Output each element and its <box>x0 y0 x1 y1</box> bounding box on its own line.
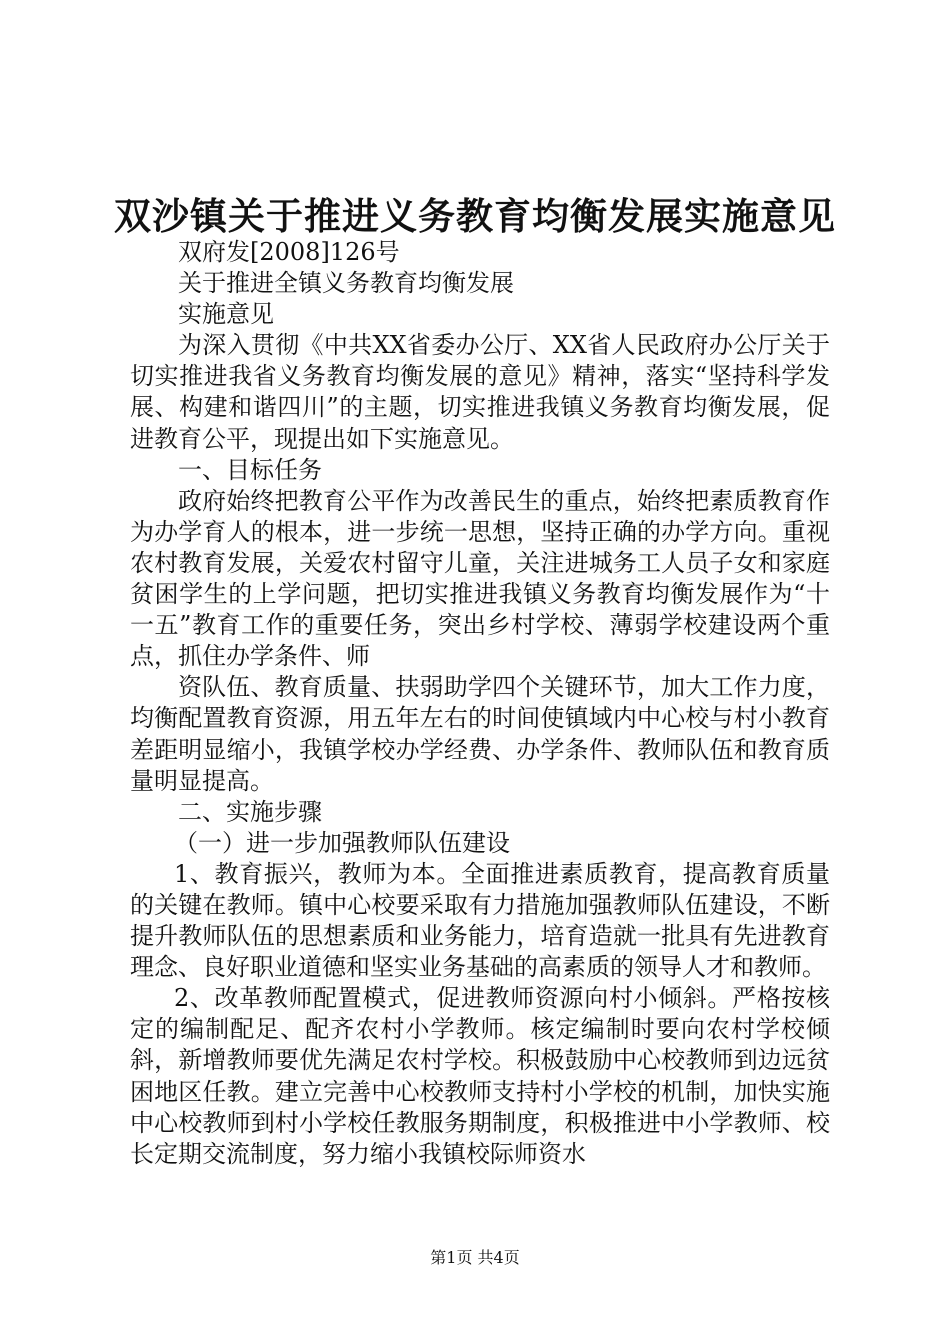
document-number: 双府发[2008]126号 <box>178 238 400 266</box>
document-body <box>130 237 830 1170</box>
item-paragraph-1: 1、教育振兴，教师为本。全面推进素质教育，提高教育质量的关键在教师。镇中心校要采取有力措施加强教师队伍建设，不断提升教师队伍的思想素质和业务能力，培育造就一批具有先进教育理念、良好职业道德和坚实业务基础的高素质的领导人才和教师。 <box>130 859 830 982</box>
section-heading-steps: 二、实施步骤 <box>178 797 322 826</box>
subsection-heading-teachers: （一）进一步加强教师队伍建设 <box>174 828 510 857</box>
section-heading-goals: 一、目标任务 <box>178 455 322 484</box>
subtitle-line-1: 关于推进全镇义务教育均衡发展 <box>178 269 514 298</box>
intro-paragraph: 为深入贯彻《中共XX省委办公厅、XX省人民政府办公厅关于切实推进我省义务教育均衡发展的意见》精神，落实“坚持科学发展、构建和谐四川”的主题，切实推进我镇义务教育均衡发展，促进教育公平，现提出如下实施意见。 <box>130 331 830 453</box>
document-title: 双沙镇关于推进义务教育均衡发展实施意见 <box>114 194 836 238</box>
subtitle-line-2: 实施意见 <box>178 300 274 329</box>
page-footer: 第1页 共4页 <box>430 1248 520 1267</box>
goals-paragraph-1: 政府始终把教育公平作为改善民生的重点，始终把素质教育作为办学育人的根本，进一步统一思想，坚持正确的办学方向。重视农村教育发展，关爱农村留守儿童，关注进城务工人员子女和家庭贫困学生的上学问题，把切实推进我镇义务教育均衡发展作为“十一五”教育工作的重要任务，突出乡村学校、薄弱学校建设两个重点，抓住办学条件、师 <box>130 486 830 671</box>
goals-paragraph-2: 资队伍、教育质量、扶弱助学四个关键环节，加大工作力度，均衡配置教育资源，用五年左右的时间使镇域内中心校与村小教育差距明显缩小，我镇学校办学经费、办学条件、教师队伍和教育质量明显提高。 <box>130 673 830 795</box>
item-paragraph-2: 2、改革教师配置模式，促进教师资源向村小倾斜。严格按核定的编制配足、配齐农村小学教师。核定编制时要向农村学校倾斜，新增教师要优先满足农村学校。积极鼓励中心校教师到边远贫困地区任教。建立完善中心校教师支持村小学校的机制，加快实施中心校教师到村小学校任教服务期制度，积极推进中小学教师、校长定期交流制度，努力缩小我镇校际师资水 <box>130 984 830 1168</box>
